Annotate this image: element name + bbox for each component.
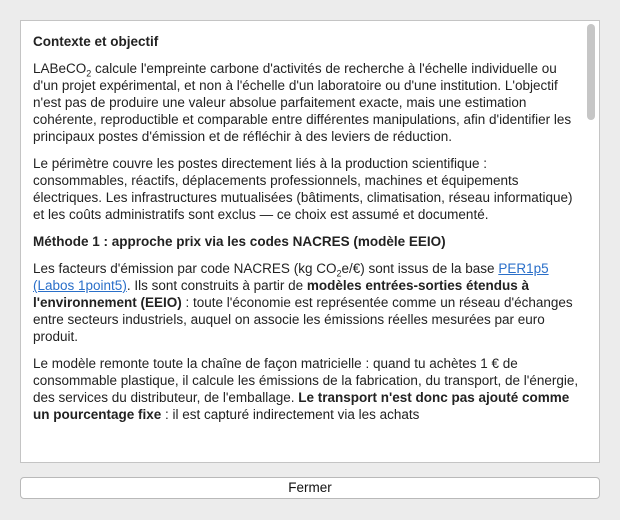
help-text-panel[interactable]: [20, 20, 600, 463]
text-run: . Ils sont construits à partir de: [126, 278, 307, 293]
close-button[interactable]: Fermer: [20, 477, 600, 499]
text-run: : il est capturé indirectement via les achats: [161, 407, 420, 422]
help-text-content: [33, 33, 583, 433]
scrollbar-thumb[interactable]: [587, 24, 595, 120]
text-run: : toute l'économie est représentée comme un réseau d'échanges entre secteurs industriels, auquel on associe les émissions réelles mesurées par euro produit.: [33, 295, 573, 344]
paragraph-context-2: Le périmètre couvre les postes directement liés à la production scientifique : consommables, réactifs, déplacements professionnels, machines et équipements électriques. Les infrastructures mutualisées (bâtiments, climatisation, réseau informatique) et les coûts administratifs sont exclus — ce choix est assumé et documenté.: [33, 156, 573, 222]
section-heading-context: Contexte et objectif: [33, 34, 159, 49]
text-run: Les facteurs d'émission par code NACRES (kg CO: [33, 261, 337, 276]
section-heading-method1: Méthode 1 : approche prix via les codes NACRES (modèle EEIO): [33, 234, 446, 249]
paragraph-context-1: [33, 60, 583, 145]
paragraph-method1-1: [33, 260, 583, 345]
per1p5-link[interactable]: PER1p5 (Labos 1point5): [33, 261, 549, 293]
text-run: e/€) sont issus de la base: [341, 261, 499, 276]
transport-bold-text: Le transport n'est donc pas ajouté comme un pourcentage fixe: [33, 390, 570, 422]
text-run: Le modèle remonte toute la chaîne de façon matricielle : quand tu achètes 1 € de consommable plastique, il calcule les émissions de la fabrication, du transport, de l'énergie, des services du distributeur, de l'emballage.: [33, 356, 579, 405]
eeio-bold-text: modèles entrées-sorties étendus à l'environnement (EEIO): [33, 278, 529, 310]
vertical-scrollbar[interactable]: [584, 22, 598, 461]
labeco-name: LABeCO: [33, 61, 87, 76]
paragraph-method1-2: [33, 355, 583, 423]
paragraph-context-1-text: calcule l'empreinte carbone d'activités de recherche à l'échelle individuelle ou d'un projet expérimental, et non à l'échelle d'un laboratoire ou d'une institution. L'objectif n'est pas de produire une valeur absolue parfaitement exacte, mais une estimation cohérente, reproductible et comparable entre différentes manipulations, afin d'identifier les principaux postes d'émission et de réfléchir à des leviers de réduction.: [33, 61, 572, 144]
co2-subscript: 2: [336, 268, 342, 279]
co2-subscript: 2: [86, 68, 92, 79]
